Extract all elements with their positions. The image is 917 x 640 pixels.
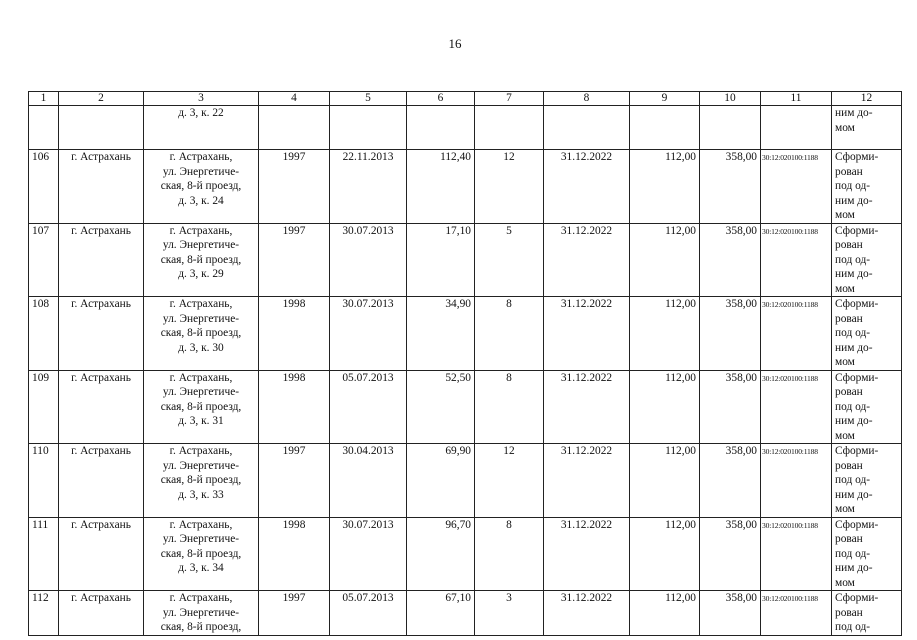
column-header: 1: [29, 92, 59, 106]
cell-city: г. Астрахань: [59, 370, 144, 444]
cell-end-date: 31.12.2022: [544, 591, 630, 636]
column-header: 6: [407, 92, 475, 106]
address-line: д. 3, к. 31: [178, 415, 224, 427]
note-line: ним до-: [835, 194, 873, 207]
address-line: ская, 8-й проезд,: [160, 621, 242, 633]
cell-num: 109: [29, 370, 59, 444]
address-line: д. 3, к. 22: [178, 107, 224, 119]
address-line: ул. Энергетиче-: [162, 459, 240, 472]
cell-year: 1998: [259, 370, 330, 444]
table-row: [29, 517, 902, 591]
note-line: под од-: [835, 327, 871, 339]
cell-year: [259, 106, 330, 150]
address-line: ская, 8-й проезд,: [160, 400, 242, 413]
note-line: ним до-: [835, 488, 873, 501]
cell-note: [832, 370, 902, 444]
cell-address: [144, 517, 259, 591]
note-line: ним до-: [835, 562, 873, 574]
cell-v10: [700, 106, 761, 150]
column-header: 8: [544, 92, 630, 106]
cell-city: г. Астрахань: [59, 444, 144, 518]
registry-table: [28, 91, 902, 636]
cell-num: 107: [29, 223, 59, 297]
note-line: Сформи-: [835, 445, 879, 457]
cell-v10: 358,00: [700, 591, 761, 636]
cell-date: 05.07.2013: [330, 591, 407, 636]
cell-address: [144, 591, 259, 636]
cell-note: [832, 517, 902, 591]
note-line: под од-: [835, 253, 871, 266]
continuation-row: [29, 106, 902, 150]
cell-city: г. Астрахань: [59, 591, 144, 636]
address-line: ул. Энергетиче-: [162, 165, 240, 178]
address-line: г. Астрахань,: [169, 298, 233, 310]
cell-v9: 112,00: [630, 297, 700, 371]
note-line: ним до-: [835, 107, 873, 119]
note-line: мом: [835, 576, 855, 589]
table-row: [29, 150, 902, 224]
cell-city: г. Астрахань: [59, 297, 144, 371]
note-line: мом: [835, 429, 855, 442]
note-line: рован: [835, 386, 863, 398]
cell-address: [144, 150, 259, 224]
cell-date: 30.07.2013: [330, 297, 407, 371]
cell-date: [330, 106, 407, 150]
cell-count: 3: [475, 591, 544, 636]
cell-city: г. Астрахань: [59, 517, 144, 591]
cell-note: [832, 150, 902, 224]
cell-year: 1998: [259, 297, 330, 371]
note-line: ним до-: [835, 341, 873, 354]
cell-cadastral: [761, 106, 832, 150]
note-line: рован: [835, 239, 863, 251]
note-line: рован: [835, 533, 863, 545]
cell-city: г. Астрахань: [59, 223, 144, 297]
cell-date: 30.07.2013: [330, 517, 407, 591]
cell-count: 8: [475, 297, 544, 371]
cell-date: 30.07.2013: [330, 223, 407, 297]
address-line: д. 3, к. 24: [178, 194, 224, 207]
cell-note: [832, 591, 902, 636]
cell-area: [407, 106, 475, 150]
address-line: г. Астрахань,: [169, 592, 233, 604]
cell-v10: 358,00: [700, 297, 761, 371]
cell-note: [832, 106, 902, 150]
table-row: [29, 223, 902, 297]
note-line: рован: [835, 606, 863, 619]
address-line: ская, 8-й проезд,: [160, 547, 242, 560]
address-line: ул. Энергетиче-: [162, 239, 240, 251]
cell-cadastral: 30:12:020100:1188: [761, 517, 832, 591]
address-line: г. Астрахань,: [169, 151, 233, 163]
cell-date: 30.04.2013: [330, 444, 407, 518]
address-line: г. Астрахань,: [169, 371, 233, 384]
address-line: ул. Энергетиче-: [162, 606, 240, 619]
cell-area: 69,90: [407, 444, 475, 518]
cell-end-date: 31.12.2022: [544, 517, 630, 591]
cell-count: [475, 106, 544, 150]
cell-year: 1997: [259, 444, 330, 518]
column-header: 2: [59, 92, 144, 106]
address-line: ская, 8-й проезд,: [160, 474, 242, 486]
cell-city: г. Астрахань: [59, 150, 144, 224]
cell-num: 112: [29, 591, 59, 636]
address-line: ская, 8-й проезд,: [160, 327, 242, 339]
address-line: г. Астрахань,: [169, 224, 233, 237]
address-line: ул. Энергетиче-: [162, 386, 240, 398]
column-header: 4: [259, 92, 330, 106]
cell-count: 12: [475, 444, 544, 518]
note-line: Сформи-: [835, 518, 879, 531]
note-line: ним до-: [835, 268, 873, 280]
note-line: Сформи-: [835, 151, 879, 163]
cell-num: 111: [29, 517, 59, 591]
note-line: рован: [835, 459, 863, 472]
cell-address: [144, 370, 259, 444]
cell-v9: 112,00: [630, 150, 700, 224]
cell-address: [144, 223, 259, 297]
table-row: [29, 297, 902, 371]
cell-cadastral: 30:12:020100:1188: [761, 223, 832, 297]
cell-count: 8: [475, 370, 544, 444]
cell-count: 5: [475, 223, 544, 297]
cell-area: 17,10: [407, 223, 475, 297]
column-header: 9: [630, 92, 700, 106]
cell-note: [832, 297, 902, 371]
column-header: 5: [330, 92, 407, 106]
address-line: ул. Энергетиче-: [162, 533, 240, 545]
cell-cadastral: 30:12:020100:1188: [761, 444, 832, 518]
cell-note: [832, 444, 902, 518]
cell-v9: [630, 106, 700, 150]
address-line: ул. Энергетиче-: [162, 312, 240, 325]
note-line: под од-: [835, 547, 871, 560]
column-header: 11: [761, 92, 832, 106]
address-line: ская, 8-й проезд,: [160, 180, 242, 192]
cell-num: 110: [29, 444, 59, 518]
note-line: мом: [835, 503, 855, 515]
address-line: г. Астрахань,: [169, 518, 233, 531]
cell-num: 108: [29, 297, 59, 371]
note-line: под од-: [835, 474, 871, 486]
cell-date: 05.07.2013: [330, 370, 407, 444]
note-line: Сформи-: [835, 371, 879, 384]
address-line: д. 3, к. 33: [178, 488, 224, 501]
table-row: [29, 591, 902, 636]
column-header: 7: [475, 92, 544, 106]
cell-year: 1998: [259, 517, 330, 591]
cell-count: 8: [475, 517, 544, 591]
address-line: г. Астрахань,: [169, 445, 233, 457]
cell-area: 34,90: [407, 297, 475, 371]
note-line: мом: [835, 282, 855, 295]
cell-city: [59, 106, 144, 150]
address-line: д. 3, к. 34: [178, 562, 224, 574]
page-number: 16: [448, 36, 462, 51]
cell-cadastral: 30:12:020100:1188: [761, 150, 832, 224]
note-line: под од-: [835, 621, 871, 633]
cell-end-date: 31.12.2022: [544, 150, 630, 224]
cell-note: [832, 223, 902, 297]
table-body: [29, 92, 902, 636]
cell-address: [144, 106, 259, 150]
column-header: 10: [700, 92, 761, 106]
cell-end-date: 31.12.2022: [544, 444, 630, 518]
cell-address: [144, 297, 259, 371]
note-line: ним до-: [835, 415, 873, 427]
cell-area: 96,70: [407, 517, 475, 591]
table-row: [29, 444, 902, 518]
note-line: мом: [835, 356, 855, 368]
note-line: Сформи-: [835, 592, 879, 604]
address-line: д. 3, к. 30: [178, 341, 224, 354]
column-header: 12: [832, 92, 902, 106]
cell-year: 1997: [259, 150, 330, 224]
column-header: 3: [144, 92, 259, 106]
cell-v10: 358,00: [700, 223, 761, 297]
cell-v10: 358,00: [700, 370, 761, 444]
cell-cadastral: 30:12:020100:1188: [761, 297, 832, 371]
cell-v9: 112,00: [630, 370, 700, 444]
cell-area: 67,10: [407, 591, 475, 636]
cell-v10: 358,00: [700, 150, 761, 224]
note-line: под од-: [835, 400, 871, 413]
cell-v9: 112,00: [630, 591, 700, 636]
cell-v9: 112,00: [630, 444, 700, 518]
cell-v9: 112,00: [630, 517, 700, 591]
note-line: мом: [835, 209, 855, 221]
cell-v10: 358,00: [700, 444, 761, 518]
cell-area: 52,50: [407, 370, 475, 444]
cell-end-date: 31.12.2022: [544, 370, 630, 444]
cell-v9: 112,00: [630, 223, 700, 297]
address-line: д. 3, к. 29: [178, 268, 224, 280]
cell-end-date: [544, 106, 630, 150]
cell-cadastral: 30:12:020100:1188: [761, 591, 832, 636]
address-line: ская, 8-й проезд,: [160, 253, 242, 266]
note-line: Сформи-: [835, 298, 879, 310]
cell-num: 106: [29, 150, 59, 224]
cell-num: [29, 106, 59, 150]
cell-cadastral: 30:12:020100:1188: [761, 370, 832, 444]
note-line: рован: [835, 165, 863, 178]
cell-end-date: 31.12.2022: [544, 297, 630, 371]
note-line: Сформи-: [835, 224, 879, 237]
cell-end-date: 31.12.2022: [544, 223, 630, 297]
note-line: рован: [835, 312, 863, 325]
cell-count: 12: [475, 150, 544, 224]
cell-year: 1997: [259, 591, 330, 636]
note-line: мом: [835, 121, 855, 134]
cell-v10: 358,00: [700, 517, 761, 591]
table-row: [29, 370, 902, 444]
cell-area: 112,40: [407, 150, 475, 224]
cell-date: 22.11.2013: [330, 150, 407, 224]
note-line: под од-: [835, 180, 871, 192]
header-row: [29, 92, 902, 106]
cell-year: 1997: [259, 223, 330, 297]
cell-address: [144, 444, 259, 518]
